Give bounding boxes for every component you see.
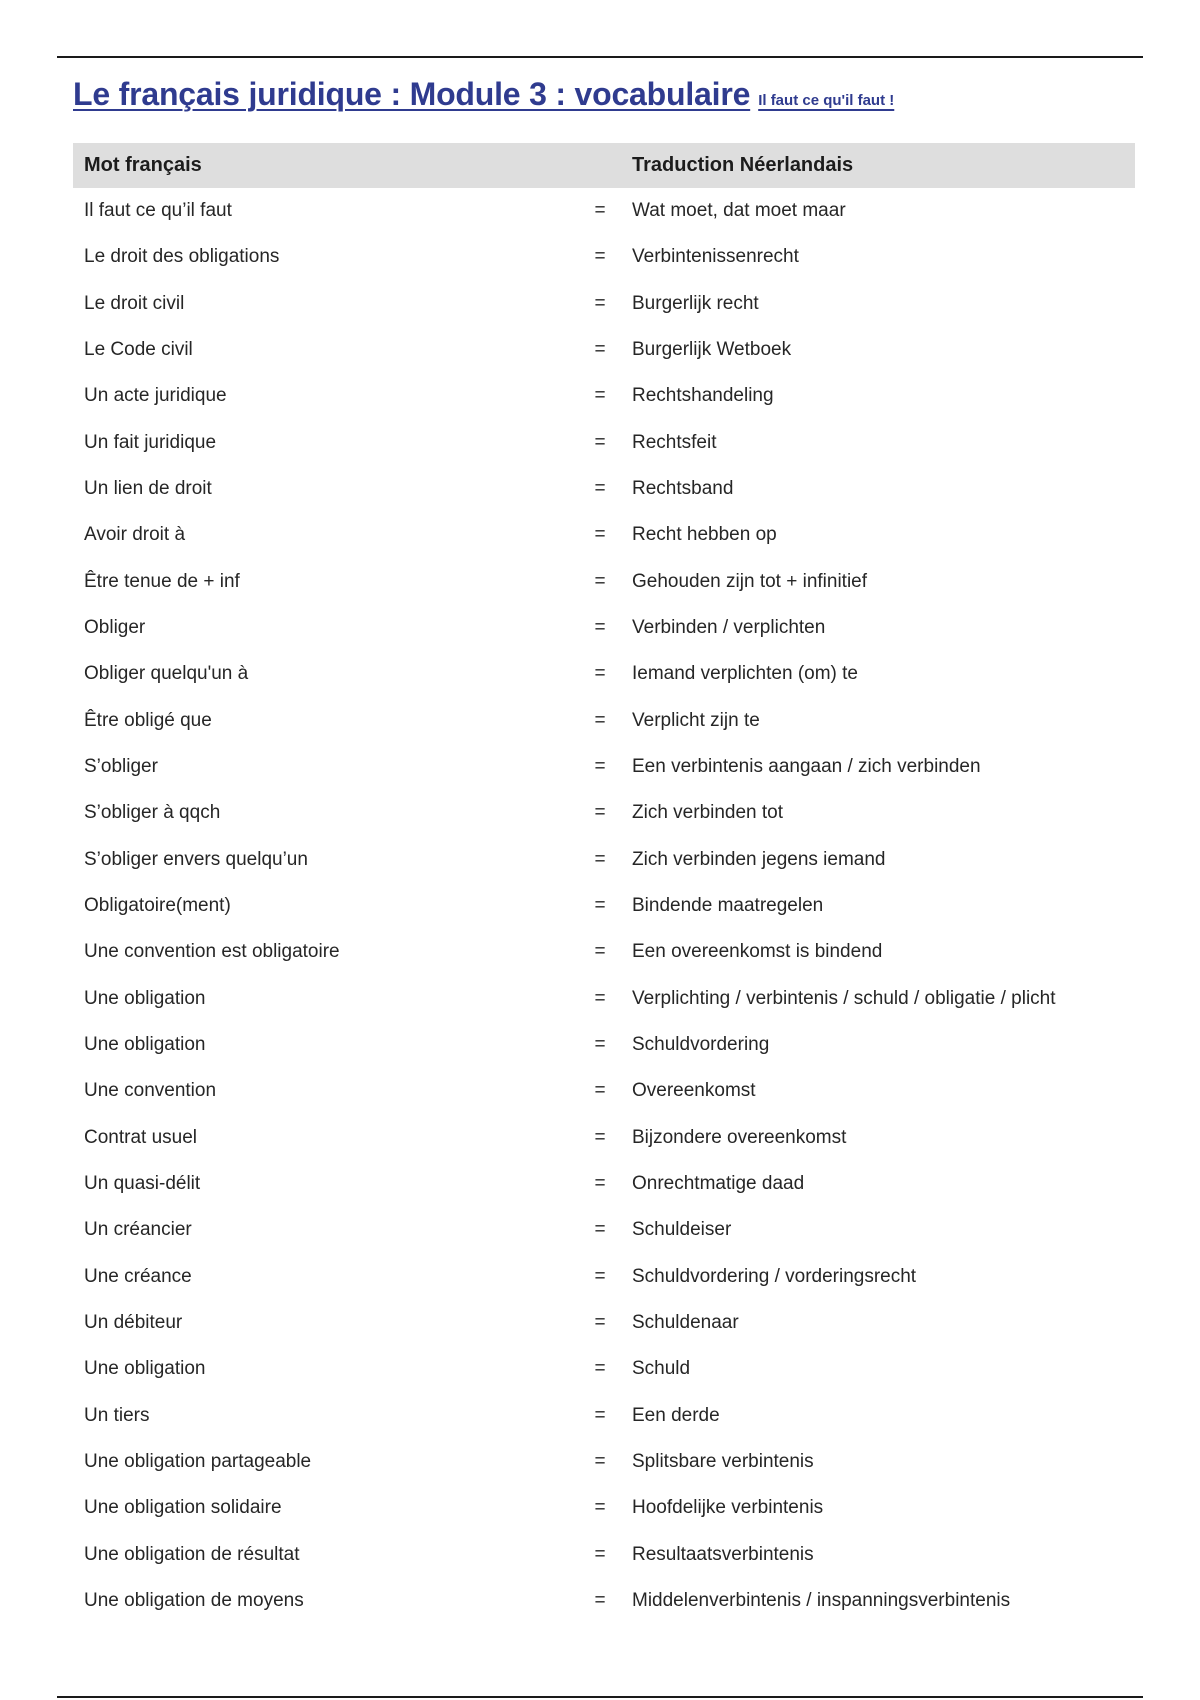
table-row bbox=[73, 1439, 1135, 1485]
french-term: S’obliger envers quelqu’un bbox=[84, 848, 308, 870]
header-french: Mot français bbox=[84, 154, 202, 176]
table-row bbox=[73, 327, 1135, 373]
french-term: Avoir droit à bbox=[84, 524, 186, 546]
equals-sign: = bbox=[594, 1265, 606, 1287]
table-row bbox=[73, 651, 1135, 697]
equals-sign: = bbox=[594, 1080, 606, 1102]
equals-sign: = bbox=[594, 292, 606, 314]
table-row bbox=[73, 234, 1135, 280]
equals-sign: = bbox=[594, 1497, 606, 1519]
french-term: S’obliger à qqch bbox=[84, 802, 221, 824]
table-row bbox=[73, 1346, 1135, 1392]
dutch-translation: Hoofdelijke verbintenis bbox=[632, 1497, 824, 1519]
table-row bbox=[73, 1485, 1135, 1531]
equals-sign: = bbox=[594, 570, 606, 592]
dutch-translation: Schuldvordering / vorderingsrecht bbox=[632, 1265, 917, 1287]
dutch-translation: Gehouden zijn tot + infinitief bbox=[632, 570, 868, 592]
header-dutch: Traduction Néerlandais bbox=[632, 154, 854, 176]
table-row bbox=[73, 837, 1135, 883]
french-term: Une obligation partageable bbox=[84, 1451, 312, 1473]
equals-sign: = bbox=[594, 1034, 606, 1056]
french-term: Un fait juridique bbox=[84, 431, 217, 453]
title-subtitle: Il faut ce qu'il faut ! bbox=[758, 92, 895, 109]
equals-sign: = bbox=[594, 1126, 606, 1148]
table-row bbox=[73, 466, 1135, 512]
equals-sign: = bbox=[594, 246, 606, 268]
equals-sign: = bbox=[594, 385, 606, 407]
french-term: Être tenue de + inf bbox=[84, 570, 240, 592]
french-term: Une créance bbox=[84, 1265, 192, 1287]
equals-sign: = bbox=[594, 1590, 606, 1611]
dutch-translation: Rechtshandeling bbox=[632, 385, 774, 407]
french-term: Contrat usuel bbox=[84, 1126, 198, 1148]
dutch-translation: Resultaatsverbintenis bbox=[632, 1543, 814, 1565]
dutch-translation: Een derde bbox=[632, 1404, 720, 1426]
french-term: Une obligation de résultat bbox=[84, 1543, 300, 1565]
dutch-translation: Verplichting / verbintenis / schuld / obligatie / plicht bbox=[632, 987, 1056, 1009]
table-row bbox=[73, 744, 1135, 790]
table-row bbox=[73, 373, 1135, 419]
french-term: Un créancier bbox=[84, 1219, 192, 1241]
table-row bbox=[73, 1393, 1135, 1439]
equals-sign: = bbox=[594, 756, 606, 778]
equals-sign: = bbox=[594, 709, 606, 731]
vocabulary-table bbox=[73, 143, 1135, 1624]
table-row bbox=[73, 1161, 1135, 1207]
table-row bbox=[73, 1068, 1135, 1114]
equals-sign: = bbox=[594, 1219, 606, 1241]
french-term: Une convention est obligatoire bbox=[84, 941, 340, 963]
dutch-translation: Zich verbinden tot bbox=[632, 802, 784, 824]
dutch-translation: Wat moet, dat moet maar bbox=[632, 200, 846, 222]
dutch-translation: Iemand verplichten (om) te bbox=[632, 663, 858, 685]
french-term: Un tiers bbox=[84, 1404, 150, 1426]
table-row bbox=[73, 929, 1135, 975]
table-body bbox=[73, 188, 1135, 1624]
table-header bbox=[73, 143, 1135, 188]
french-term: Le droit civil bbox=[84, 292, 185, 314]
equals-sign: = bbox=[594, 941, 606, 963]
french-term: Il faut ce qu’il faut bbox=[84, 200, 232, 222]
dutch-translation: Schuldenaar bbox=[632, 1312, 739, 1334]
equals-sign: = bbox=[594, 987, 606, 1009]
table-row bbox=[73, 1578, 1135, 1624]
french-term: Une obligation bbox=[84, 1034, 206, 1056]
equals-sign: = bbox=[594, 1404, 606, 1426]
equals-sign: = bbox=[594, 478, 606, 500]
dutch-translation: Overeenkomst bbox=[632, 1080, 756, 1102]
french-term: Le droit des obligations bbox=[84, 246, 280, 268]
dutch-translation: Zich verbinden jegens iemand bbox=[632, 848, 886, 870]
french-term: Un lien de droit bbox=[84, 478, 212, 500]
french-term: S’obliger bbox=[84, 756, 158, 778]
dutch-translation: Een verbintenis aangaan / zich verbinden bbox=[632, 756, 981, 778]
table-row bbox=[73, 512, 1135, 558]
equals-sign: = bbox=[594, 1312, 606, 1334]
table-row bbox=[73, 1254, 1135, 1300]
table-row bbox=[73, 605, 1135, 651]
dutch-translation: Middelenverbintenis / inspanningsverbintenis bbox=[632, 1590, 1011, 1611]
french-term: Un acte juridique bbox=[84, 385, 227, 407]
title-main: Le français juridique : Module 3 : vocabulaire bbox=[73, 76, 751, 112]
dutch-translation: Verplicht zijn te bbox=[632, 709, 760, 731]
dutch-translation: Burgerlijk recht bbox=[632, 292, 759, 314]
table-row bbox=[73, 1207, 1135, 1253]
dutch-translation: Recht hebben op bbox=[632, 524, 777, 546]
dutch-translation: Burgerlijk Wetboek bbox=[632, 339, 792, 361]
dutch-translation: Rechtsband bbox=[632, 478, 734, 500]
french-term: Une obligation bbox=[84, 1358, 206, 1380]
dutch-translation: Schuld bbox=[632, 1358, 691, 1380]
equals-sign: = bbox=[594, 895, 606, 917]
french-term: Obliger quelqu'un à bbox=[84, 663, 249, 685]
equals-sign: = bbox=[594, 802, 606, 824]
table-row bbox=[73, 1300, 1135, 1346]
equals-sign: = bbox=[594, 663, 606, 685]
top-rule bbox=[57, 56, 1143, 58]
french-term: Être obligé que bbox=[84, 709, 212, 731]
french-term: Un quasi-délit bbox=[84, 1173, 201, 1195]
equals-sign: = bbox=[594, 431, 606, 453]
table-row bbox=[73, 790, 1135, 836]
dutch-translation: Verbinden / verplichten bbox=[632, 617, 826, 639]
dutch-translation: Schuldeiser bbox=[632, 1219, 732, 1241]
dutch-translation: Bijzondere overeenkomst bbox=[632, 1126, 847, 1148]
equals-sign: = bbox=[594, 1358, 606, 1380]
table-row bbox=[73, 976, 1135, 1022]
dutch-translation: Een overeenkomst is bindend bbox=[632, 941, 883, 963]
equals-sign: = bbox=[594, 1451, 606, 1473]
equals-sign: = bbox=[594, 617, 606, 639]
equals-sign: = bbox=[594, 200, 606, 222]
equals-sign: = bbox=[594, 339, 606, 361]
french-term: Un débiteur bbox=[84, 1312, 183, 1334]
french-term: Une obligation bbox=[84, 987, 206, 1009]
table-row bbox=[73, 559, 1135, 605]
dutch-translation: Onrechtmatige daad bbox=[632, 1173, 805, 1195]
french-term: Une obligation de moyens bbox=[84, 1590, 304, 1611]
dutch-translation: Bindende maatregelen bbox=[632, 895, 824, 917]
table-row bbox=[73, 188, 1135, 234]
table-row bbox=[73, 1532, 1135, 1578]
french-term: Une convention bbox=[84, 1080, 217, 1102]
dutch-translation: Schuldvordering bbox=[632, 1034, 770, 1056]
french-term: Obliger bbox=[84, 617, 146, 639]
dutch-translation: Splitsbare verbintenis bbox=[632, 1451, 814, 1473]
equals-sign: = bbox=[594, 1173, 606, 1195]
equals-sign: = bbox=[594, 1543, 606, 1565]
table-row bbox=[73, 698, 1135, 744]
bottom-rule bbox=[57, 1696, 1143, 1698]
page-title bbox=[73, 76, 894, 113]
table-row bbox=[73, 420, 1135, 466]
equals-sign: = bbox=[594, 524, 606, 546]
equals-sign: = bbox=[594, 848, 606, 870]
table-row bbox=[73, 883, 1135, 929]
dutch-translation: Rechtsfeit bbox=[632, 431, 717, 453]
table-row bbox=[73, 281, 1135, 327]
table-row bbox=[73, 1115, 1135, 1161]
french-term: Une obligation solidaire bbox=[84, 1497, 282, 1519]
french-term: Le Code civil bbox=[84, 339, 193, 361]
dutch-translation: Verbintenissenrecht bbox=[632, 246, 799, 268]
table-row bbox=[73, 1022, 1135, 1068]
french-term: Obligatoire(ment) bbox=[84, 895, 231, 917]
